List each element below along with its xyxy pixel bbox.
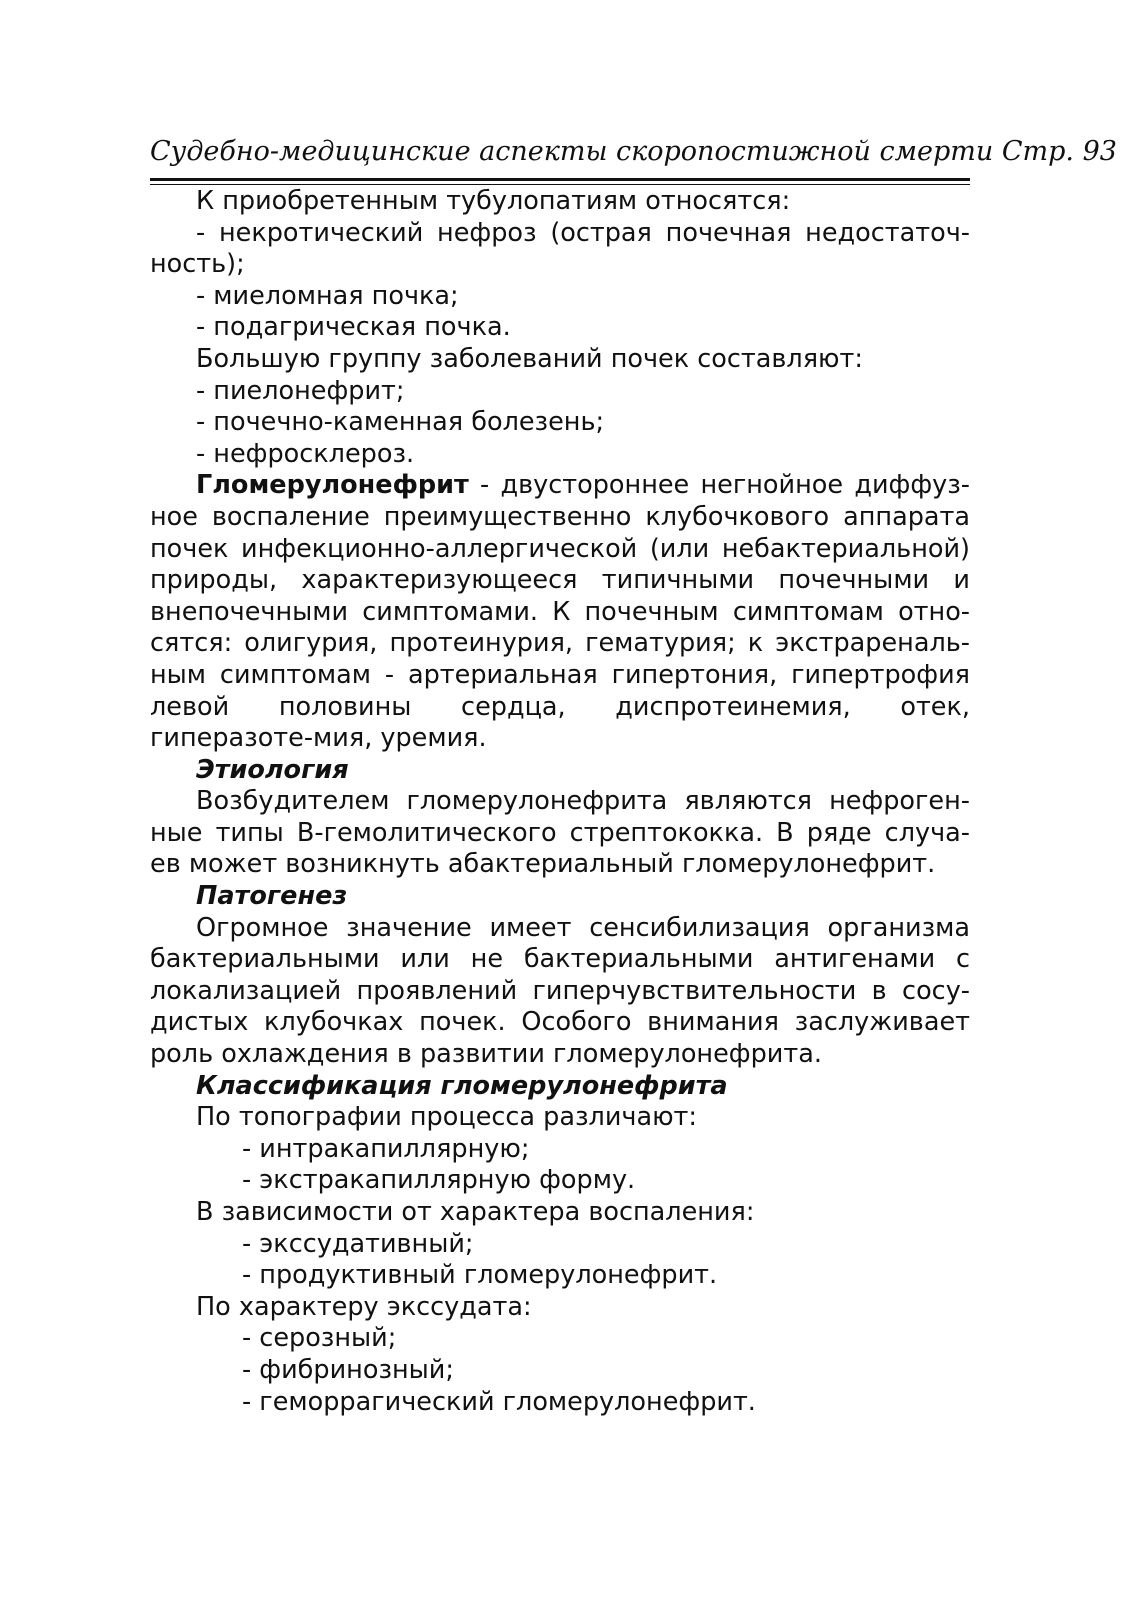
paragraph-glomerulonephritis xyxy=(150,470,970,754)
page-body xyxy=(150,186,970,1418)
running-header: Судебно-медицинские аспекты скоропостижной смерти Стр. 93 xyxy=(150,136,1117,167)
paragraph-pathogenesis: Огромное значение имеет сенсибилизация организма бактериальными или не бактериальными антигенами с локализацией проявлений гиперчувствительности в сосу-дистых клубочках почек. Особого внимания заслуживает роль охлаждения в развитии гломерулонефрита. xyxy=(150,912,970,1070)
list-item-serous: - серозный; xyxy=(242,1323,397,1354)
definition-glomerulonephritis: - двустороннее негнойное диффуз-ное воспаление преимущественно клубочкового аппарата почек инфекционно-аллергической (или небактериальной) природы, характеризующееся типичными почечными и внепочечными симптомами. К почечным симптомам отно-сятся: олигурия, протеинурия, гематурия; к экстрареналь-ным симптомам - артериальная гипертония, гипертрофия левой половины сердца, диспротеинемия, отек, гиперазоте-мия, уремия. xyxy=(150,470,970,754)
header-rule-thick xyxy=(150,178,970,181)
list-item-pyelonephritis: - пиелонефрит; xyxy=(196,375,405,406)
list-item-necrotic-nephrosis: - некротический нефроз (острая почечная недостаточ-ность); xyxy=(150,217,970,280)
heading-classification: Классификация гломерулонефрита xyxy=(196,1070,728,1101)
list-item-productive: - продуктивный гломерулонефрит. xyxy=(242,1260,718,1291)
list-item-intracapillary: - интракапиллярную; xyxy=(242,1133,530,1164)
classification-exudate-title: По характеру экссудата: xyxy=(196,1291,532,1322)
list-item-myeloma-kidney: - миеломная почка; xyxy=(196,280,459,311)
paragraph-etiology: Возбудителем гломерулонефрита являются нефроген-ные типы В-гемолитического стрептококка. В ряде случа-ев может возникнуть абактериальный гломерулонефрит. xyxy=(150,786,970,880)
paragraph-kidney-diseases-group: Большую группу заболеваний почек составляют: xyxy=(196,343,863,374)
list-item-extracapillary: - экстракапиллярную форму. xyxy=(242,1165,636,1196)
term-glomerulonephritis: Гломерулонефрит xyxy=(196,470,469,501)
header-rule-thin xyxy=(150,184,970,185)
list-item-hemorrhagic: - геморрагический гломерулонефрит. xyxy=(242,1386,756,1417)
list-item-exudative: - экссудативный; xyxy=(242,1228,474,1259)
list-item-kidney-stones: - почечно-каменная болезень; xyxy=(196,407,605,438)
list-item-gouty-kidney: - подагрическая почка. xyxy=(196,312,511,343)
classification-topography-title: По топографии процесса различают: xyxy=(196,1102,697,1133)
heading-pathogenesis: Патогенез xyxy=(196,881,348,912)
list-item-fibrinous: - фибринозный; xyxy=(242,1354,454,1385)
list-item-nephrosclerosis: - нефросклероз. xyxy=(196,438,415,469)
classification-inflammation-title: В зависимости от характера воспаления: xyxy=(196,1197,755,1227)
heading-etiology: Этиология xyxy=(196,754,349,785)
paragraph-acquired-tubulopathies: К приобретенным тубулопатиям относятся: xyxy=(196,186,791,216)
